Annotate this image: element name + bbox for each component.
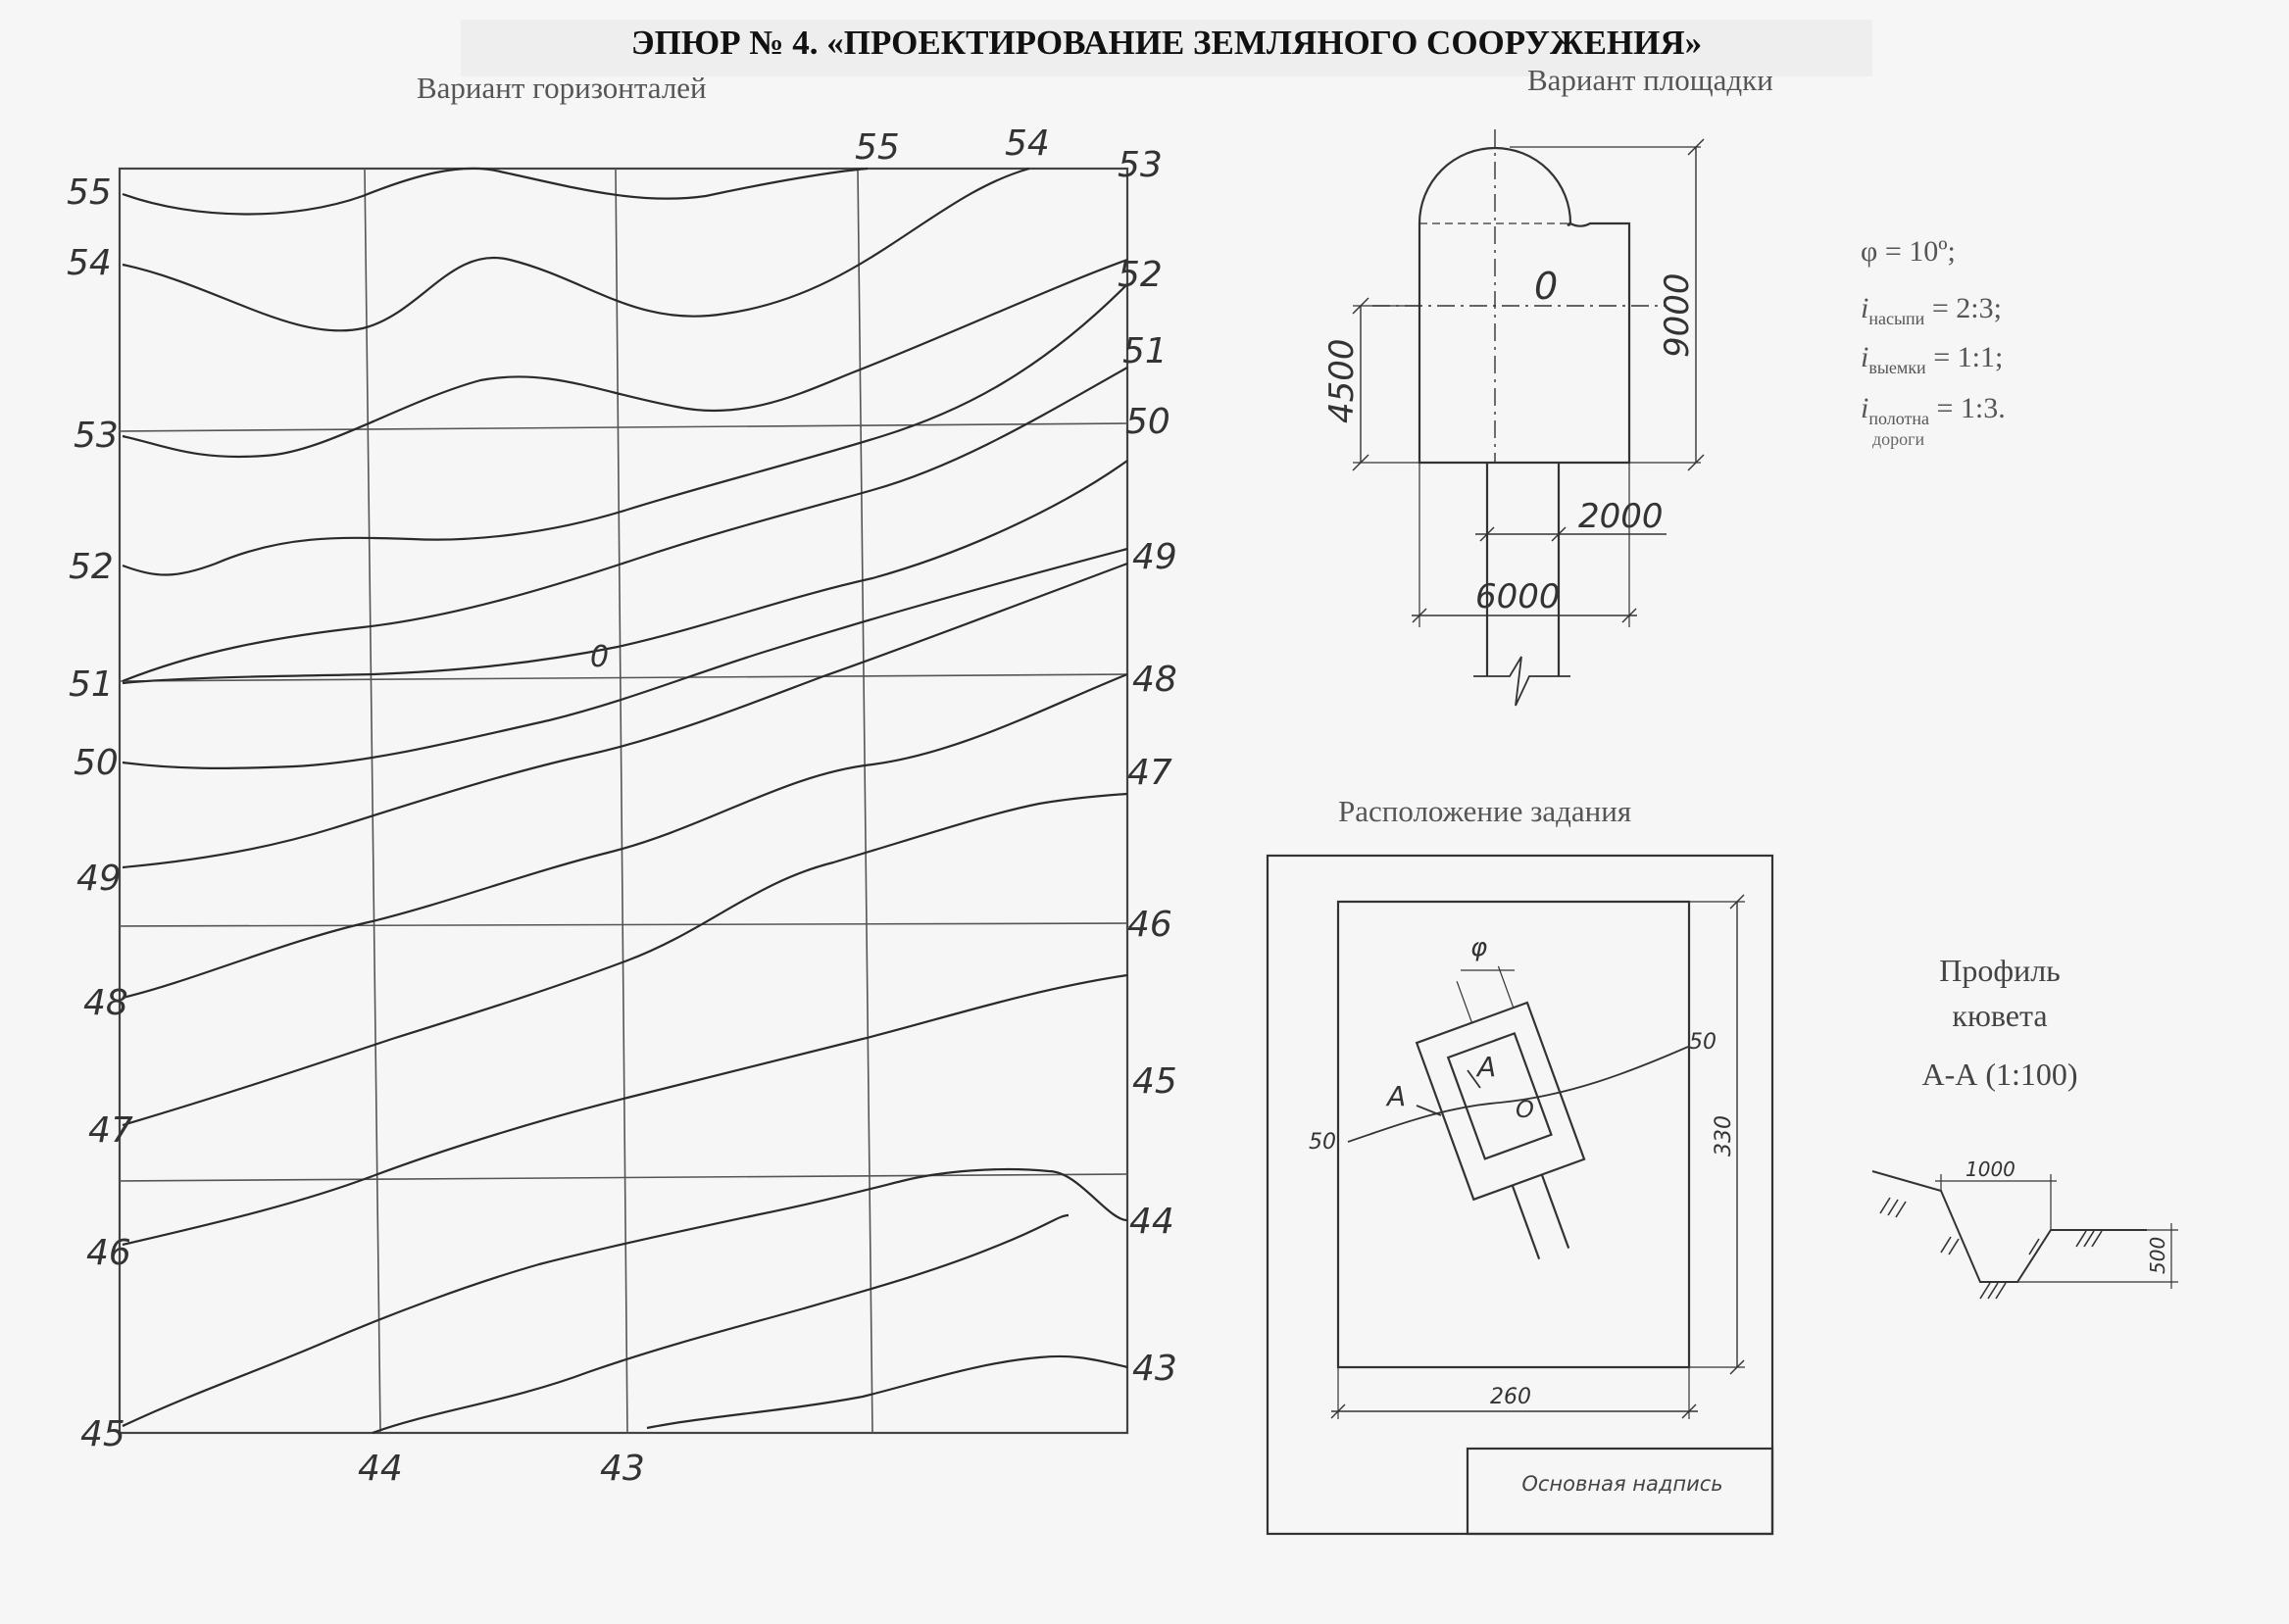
layout-section-a-left: A [1387, 1080, 1407, 1112]
site-origin-label: 0 [1534, 265, 1559, 308]
left-label-48: 48 [83, 983, 128, 1023]
contour-origin-label: 0 [590, 640, 610, 674]
param-i-road: $i_{полотна}$ = 1:3. дороги [1861, 392, 2006, 449]
profile-dim-500: 500 [2146, 1236, 2169, 1274]
layout-dim-260: 260 [1490, 1385, 1531, 1409]
contours-caption: Вариант горизонталей [417, 71, 707, 105]
right-label-52: 52 [1118, 255, 1163, 295]
profile-dim-1000: 1000 [1966, 1157, 2015, 1181]
top-label-55: 55 [855, 127, 900, 168]
layout-section-a-right: A [1477, 1051, 1497, 1083]
left-label-45: 45 [80, 1414, 125, 1454]
layout-contour-right: 50 [1689, 1030, 1717, 1055]
site-dim-4500: 4500 [1322, 338, 1362, 423]
left-label-50: 50 [74, 743, 119, 783]
param-phi: φ = 10º; [1861, 235, 1956, 268]
layout-contour-left: 50 [1309, 1130, 1336, 1155]
site-dim-9000: 9000 [1658, 272, 1697, 358]
bottom-label-44: 44 [358, 1449, 403, 1489]
right-label-53: 53 [1118, 145, 1163, 185]
right-label-44: 44 [1129, 1202, 1174, 1242]
right-label-50: 50 [1125, 402, 1170, 442]
right-label-46: 46 [1127, 905, 1172, 945]
layout-caption: Расположение задания [1338, 794, 1632, 828]
param-i-fill: $i_{насыпи}$ = 2:3; [1861, 292, 2002, 328]
left-label-51: 51 [69, 664, 114, 705]
left-label-55: 55 [67, 172, 112, 213]
layout-origin-label: O [1516, 1096, 1534, 1123]
right-label-49: 49 [1132, 537, 1177, 577]
layout-phi-label: φ [1470, 933, 1488, 962]
site-caption: Вариант площадки [1527, 63, 1773, 97]
left-label-46: 46 [86, 1233, 131, 1273]
left-label-52: 52 [69, 547, 114, 587]
right-label-47: 47 [1127, 753, 1172, 793]
site-dim-6000: 6000 [1475, 577, 1561, 616]
page-title: ЭПЮР № 4. «ПРОЕКТИРОВАНИЕ ЗЕМЛЯНОГО СООРУЖЕНИЯ» [630, 24, 1703, 62]
left-label-53: 53 [74, 416, 119, 456]
param-i-cut: $i_{выемки}$ = 1:1; [1861, 341, 2004, 377]
stamp-label: Основная надпись [1521, 1472, 1723, 1496]
right-label-51: 51 [1122, 331, 1168, 371]
profile-caption-2: кювета [1952, 998, 2048, 1033]
top-label-54: 54 [1005, 123, 1050, 164]
left-label-54: 54 [67, 243, 112, 283]
profile-caption-1: Профиль [1939, 953, 2061, 988]
profile-caption-3: А-А (1:100) [1921, 1057, 2078, 1092]
left-label-47: 47 [88, 1110, 133, 1151]
right-label-45: 45 [1132, 1061, 1177, 1102]
right-label-43: 43 [1132, 1349, 1177, 1389]
bottom-label-43: 43 [600, 1449, 645, 1489]
left-label-49: 49 [76, 859, 122, 899]
right-label-48: 48 [1132, 660, 1177, 700]
layout-dim-330: 330 [1712, 1115, 1736, 1156]
site-dim-2000: 2000 [1578, 497, 1664, 536]
